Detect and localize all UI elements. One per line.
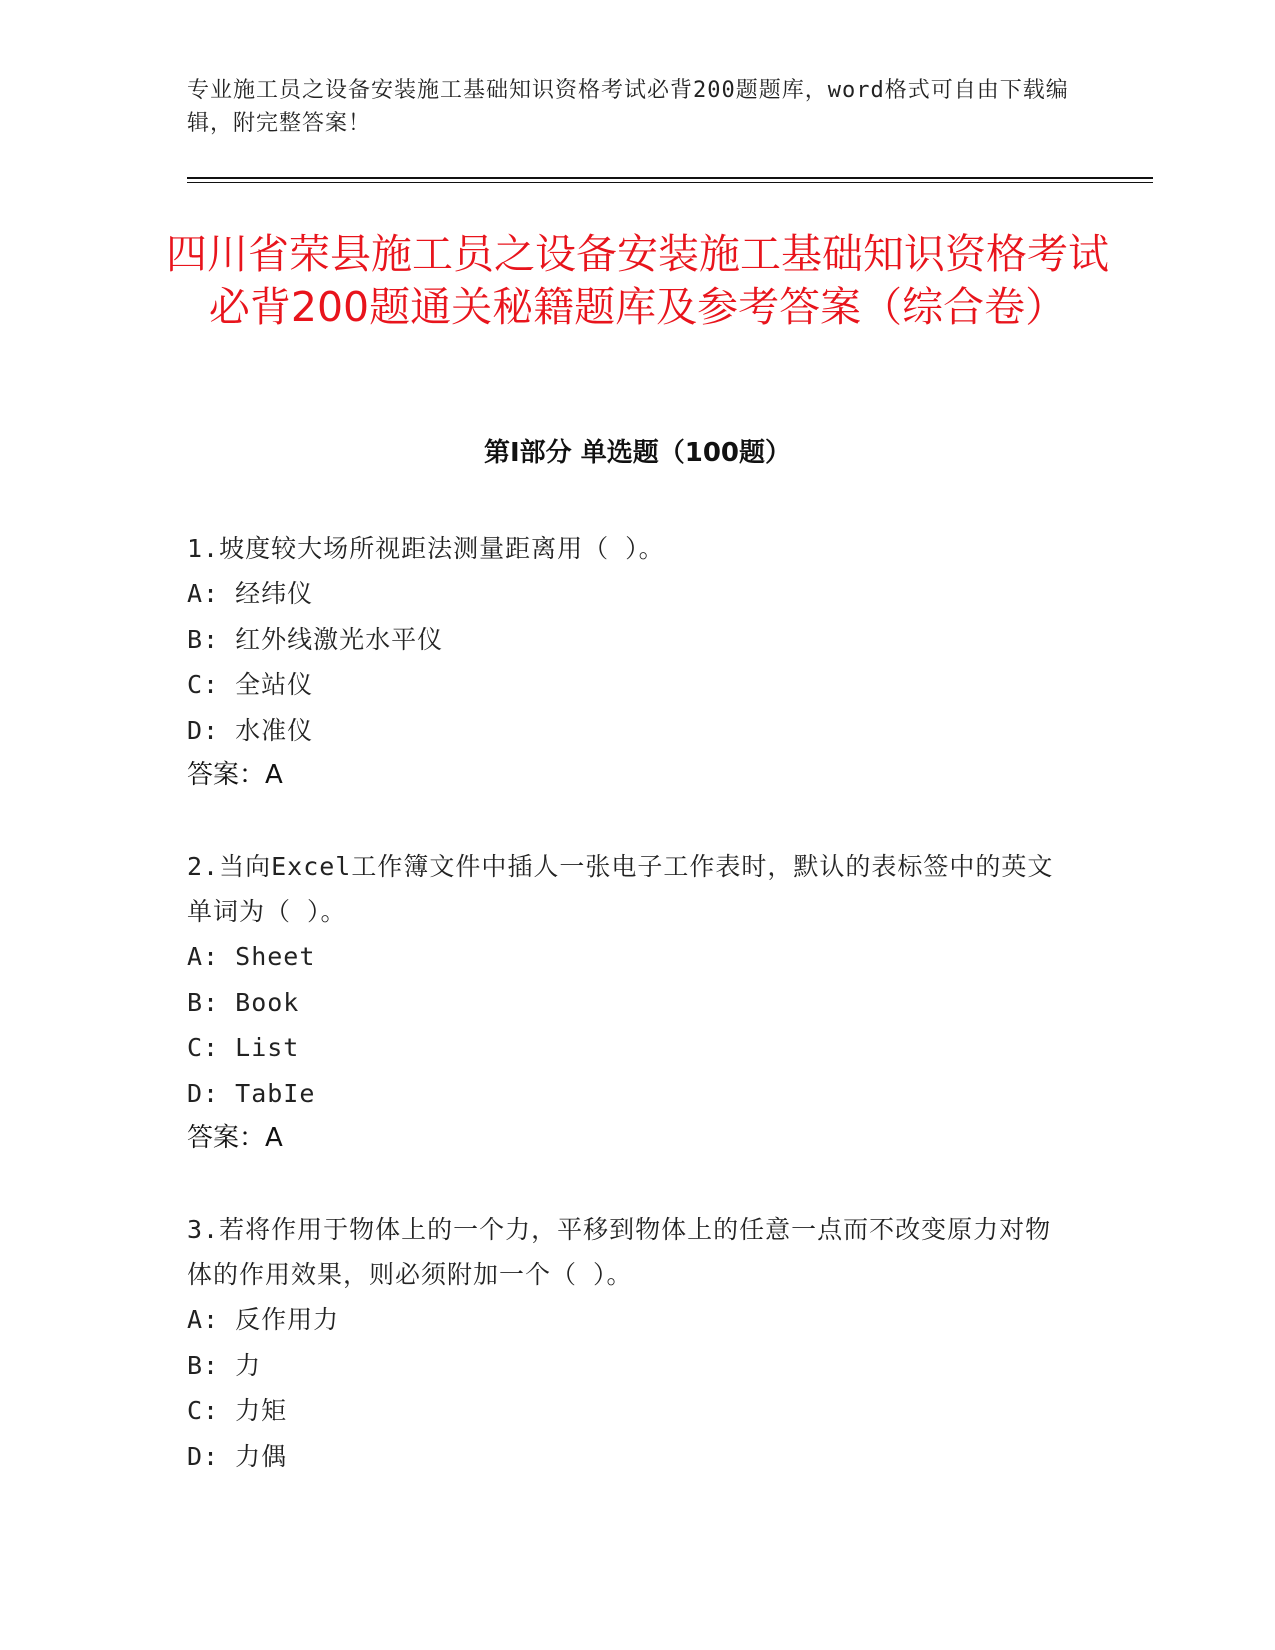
header-divider-thin — [187, 182, 1153, 183]
option-d: D: TabIe — [187, 1078, 316, 1108]
option-c: C: 全站仪 — [187, 670, 314, 699]
question-item — [187, 526, 1067, 798]
option-a: A: 经纬仪 — [187, 579, 314, 608]
option-b: B: 力 — [187, 1350, 262, 1380]
question-stem: 3.若将作用于物体上的一个力，平移到物体上的任意一点而不改变原力对物体的作用效果，则必须附加一个（ ）。 — [187, 1215, 1052, 1289]
header-note: 专业施工员之设备安装施工基础知识资格考试必背200题题库，word格式可自由下载编辑，附完整答案！ — [187, 78, 1069, 136]
question-list — [187, 526, 1067, 1525]
question-stem: 1.坡度较大场所视距法测量距离用（ ）。 — [187, 534, 665, 563]
section-title: 第I部分 单选题（100题） — [484, 438, 791, 468]
answer-line: 答案：A — [187, 1123, 283, 1153]
option-d: D: 力偶 — [187, 1441, 288, 1471]
document-title: 四川省荣县施工员之设备安装施工基础知识资格考试必背200题通关秘籍题库及参考答案（综合卷） — [166, 230, 1109, 331]
header-divider-thick — [187, 177, 1153, 179]
question-stem: 2.当向Excel工作簿文件中插人一张电子工作表时，默认的表标签中的英文单词为（ ）。 — [187, 852, 1054, 926]
option-c: C: 力矩 — [187, 1396, 288, 1425]
option-b: B: 红外线激光水平仪 — [187, 624, 444, 654]
answer-line: 答案：A — [187, 760, 283, 790]
option-b: B: Book — [187, 987, 300, 1017]
option-d: D: 水准仪 — [187, 715, 314, 745]
option-c: C: List — [187, 1033, 300, 1062]
question-item — [187, 1207, 1067, 1479]
option-a: A: Sheet — [187, 942, 316, 971]
option-a: A: 反作用力 — [187, 1305, 340, 1334]
question-item — [187, 844, 1067, 1161]
